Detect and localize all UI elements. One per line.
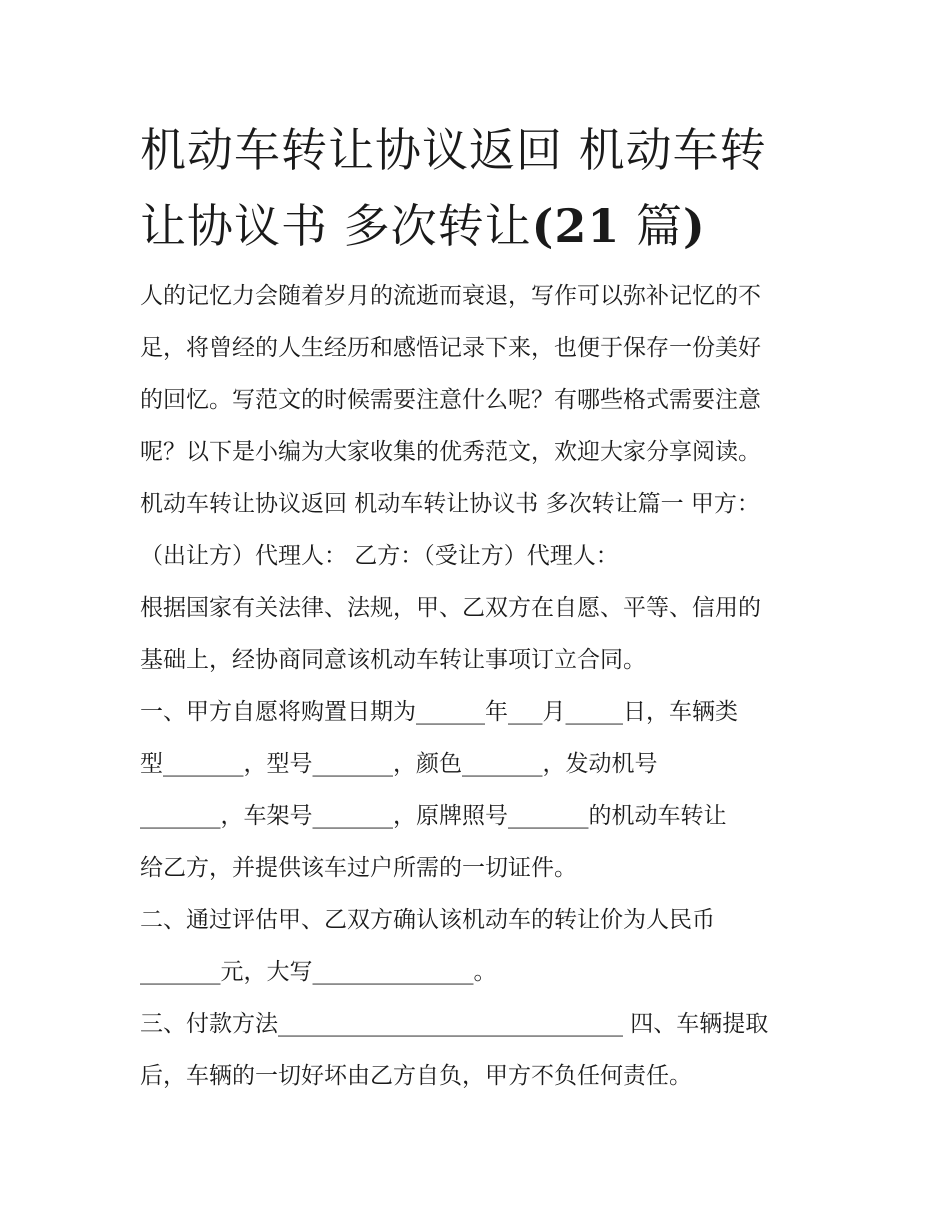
title-line-2: [140, 199, 706, 253]
body-line: 呢？以下是小编为大家收集的优秀范文，欢迎大家分享阅读。: [140, 439, 761, 465]
title-close-paren: ): [683, 199, 706, 253]
body-line: 人的记忆力会随着岁月的流逝而衰退，写作可以弥补记忆的不: [140, 283, 761, 309]
body-line: 根据国家有关法律、法规，甲、乙双方在自愿、平等、信用的: [140, 595, 761, 621]
body-line: 足，将曾经的人生经历和感悟记录下来，也便于保存一份美好: [140, 335, 761, 361]
clause-line: 型_______，型号_______，颜色_______，发动机号: [140, 751, 658, 777]
clause-line: 后，车辆的一切好坏由乙方自负，甲方不负任何责任。: [140, 1063, 692, 1089]
clause-line: 一、甲方自愿将购置日期为______年___月_____日，车辆类: [140, 699, 738, 725]
clause-line: _______元，大写______________。: [140, 959, 497, 985]
title-line-2-text: 让协议书 多次转让: [140, 199, 532, 253]
clause-line: 二、通过评估甲、乙双方确认该机动车的转让价为人民币: [140, 907, 715, 933]
clause-line: 给乙方，并提供该车过户所需的一切证件。: [140, 855, 577, 881]
title-count: (21: [531, 199, 621, 253]
body-line: 基础上，经协商同意该机动车转让事项订立合同。: [140, 647, 646, 673]
title-count-unit: 篇: [620, 199, 684, 253]
body-line: 的回忆。写范文的时候需要注意什么呢？有哪些格式需要注意: [140, 387, 761, 413]
title-line-1: 机动车转让协议返回 机动车转: [140, 123, 767, 177]
document-page: [140, 112, 820, 1102]
clause-line: _______，车架号_______，原牌照号_______的机动车转让: [140, 803, 727, 829]
section-heading-line: 机动车转让协议返回 机动车转让协议书 多次转让篇一 甲方：: [140, 491, 760, 517]
document-title: [140, 112, 820, 264]
parties-line: （出让方）代理人： 乙方：（受让方）代理人：: [140, 543, 619, 569]
document-body: [140, 270, 820, 1102]
clause-line: 三、付款方法______________________________ 四、车辆提取: [140, 1011, 769, 1037]
